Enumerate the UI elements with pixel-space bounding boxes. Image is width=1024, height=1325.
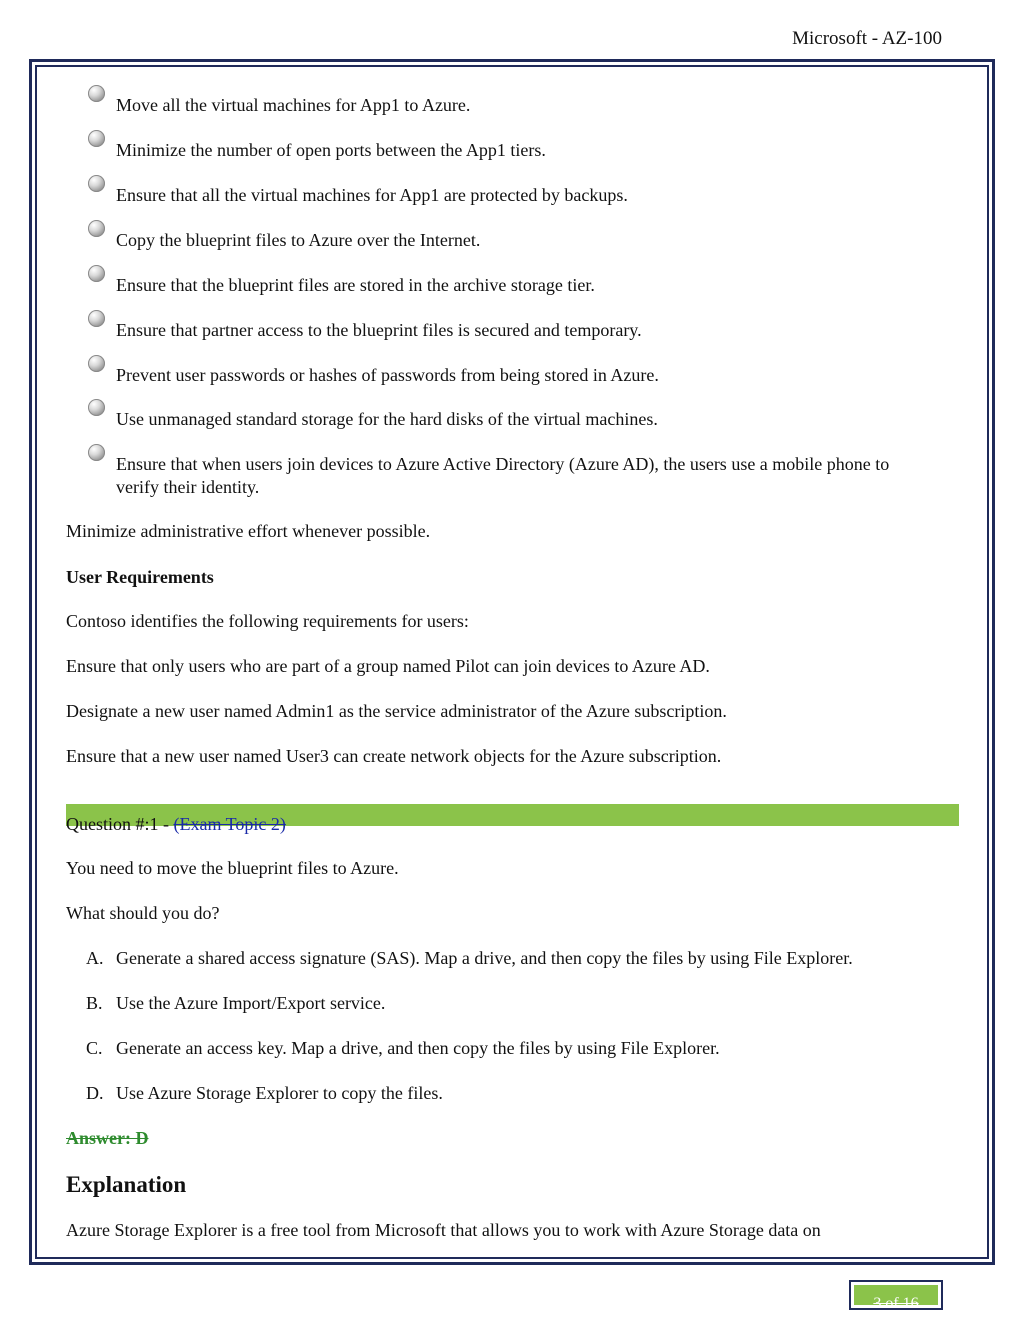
- question-ask: What should you do?: [66, 903, 220, 923]
- requirement-text: Move all the virtual machines for App1 to Azure.: [116, 95, 471, 115]
- requirement-text: Use unmanaged standard storage for the hard disks of the virtual machines.: [116, 409, 658, 429]
- requirement-text: Ensure that when users join devices to Azure Active Directory (Azure AD), the users use a mobile phone to verify their identity.: [116, 454, 890, 497]
- general-note: Minimize administrative effort whenever possible.: [66, 521, 431, 541]
- bullet-disc-icon: [88, 220, 105, 237]
- answer-option-a: [86, 947, 966, 970]
- option-text: Generate a shared access signature (SAS). Map a drive, and then copy the files by using File Explorer.: [116, 948, 853, 968]
- explanation-heading: Explanation: [66, 1172, 187, 1197]
- requirement-text: Prevent user passwords or hashes of passwords from being stored in Azure.: [116, 365, 659, 385]
- bullet-disc-icon: [88, 265, 105, 282]
- requirement-text: Ensure that partner access to the blueprint files is secured and temporary.: [116, 320, 642, 340]
- question-prompt: You need to move the blueprint files to Azure.: [66, 858, 399, 878]
- bullet-disc-icon: [88, 130, 105, 147]
- option-text: Generate an access key. Map a drive, and then copy the files by using File Explorer.: [116, 1038, 720, 1058]
- user-requirement-item: Ensure that a new user named User3 can create network objects for the Azure subscription.: [66, 746, 722, 766]
- requirement-text: Ensure that all the virtual machines for App1 are protected by backups.: [116, 185, 628, 205]
- option-text: Use Azure Storage Explorer to copy the files.: [116, 1083, 443, 1103]
- page-number: 3 of 16: [873, 1295, 919, 1312]
- bullet-disc-icon: [88, 175, 105, 192]
- bullet-disc-icon: [88, 85, 105, 102]
- option-text: Use the Azure Import/Export service.: [116, 993, 386, 1013]
- user-requirement-item: Ensure that only users who are part of a group named Pilot can join devices to Azure AD.: [66, 656, 710, 676]
- requirement-text: Minimize the number of open ports between the App1 tiers.: [116, 140, 546, 160]
- answer-option-d: [86, 1082, 966, 1105]
- document-header-title: Microsoft - AZ-100: [792, 28, 942, 49]
- requirement-text: Copy the blueprint files to Azure over the Internet.: [116, 230, 481, 250]
- bullet-disc-icon: [88, 444, 105, 461]
- question-title: [66, 813, 286, 836]
- user-requirement-item: Designate a new user named Admin1 as the service administrator of the Azure subscription.: [66, 701, 727, 721]
- user-requirements-intro: Contoso identifies the following requirements for users:: [66, 611, 469, 631]
- requirement-text: Ensure that the blueprint files are stored in the archive storage tier.: [116, 275, 595, 295]
- explanation-text: Azure Storage Explorer is a free tool from Microsoft that allows you to work with Azure Storage data on: [66, 1220, 821, 1240]
- option-letter: B.: [86, 993, 103, 1013]
- correct-answer: Answer: D: [66, 1128, 149, 1148]
- page-number-box: [849, 1280, 943, 1310]
- question-label: Question #:1 -: [66, 814, 174, 834]
- bullet-disc-icon: [88, 355, 105, 372]
- option-letter: D.: [86, 1083, 104, 1103]
- exam-topic-link[interactable]: (Exam Topic 2): [173, 814, 286, 834]
- bullet-disc-icon: [88, 399, 105, 416]
- option-letter: A.: [86, 948, 104, 968]
- answer-option-c: [86, 1037, 966, 1060]
- bullet-disc-icon: [88, 310, 105, 327]
- answer-option-b: [86, 992, 966, 1015]
- section-heading-user-requirements: User Requirements: [66, 567, 214, 587]
- option-letter: C.: [86, 1038, 103, 1058]
